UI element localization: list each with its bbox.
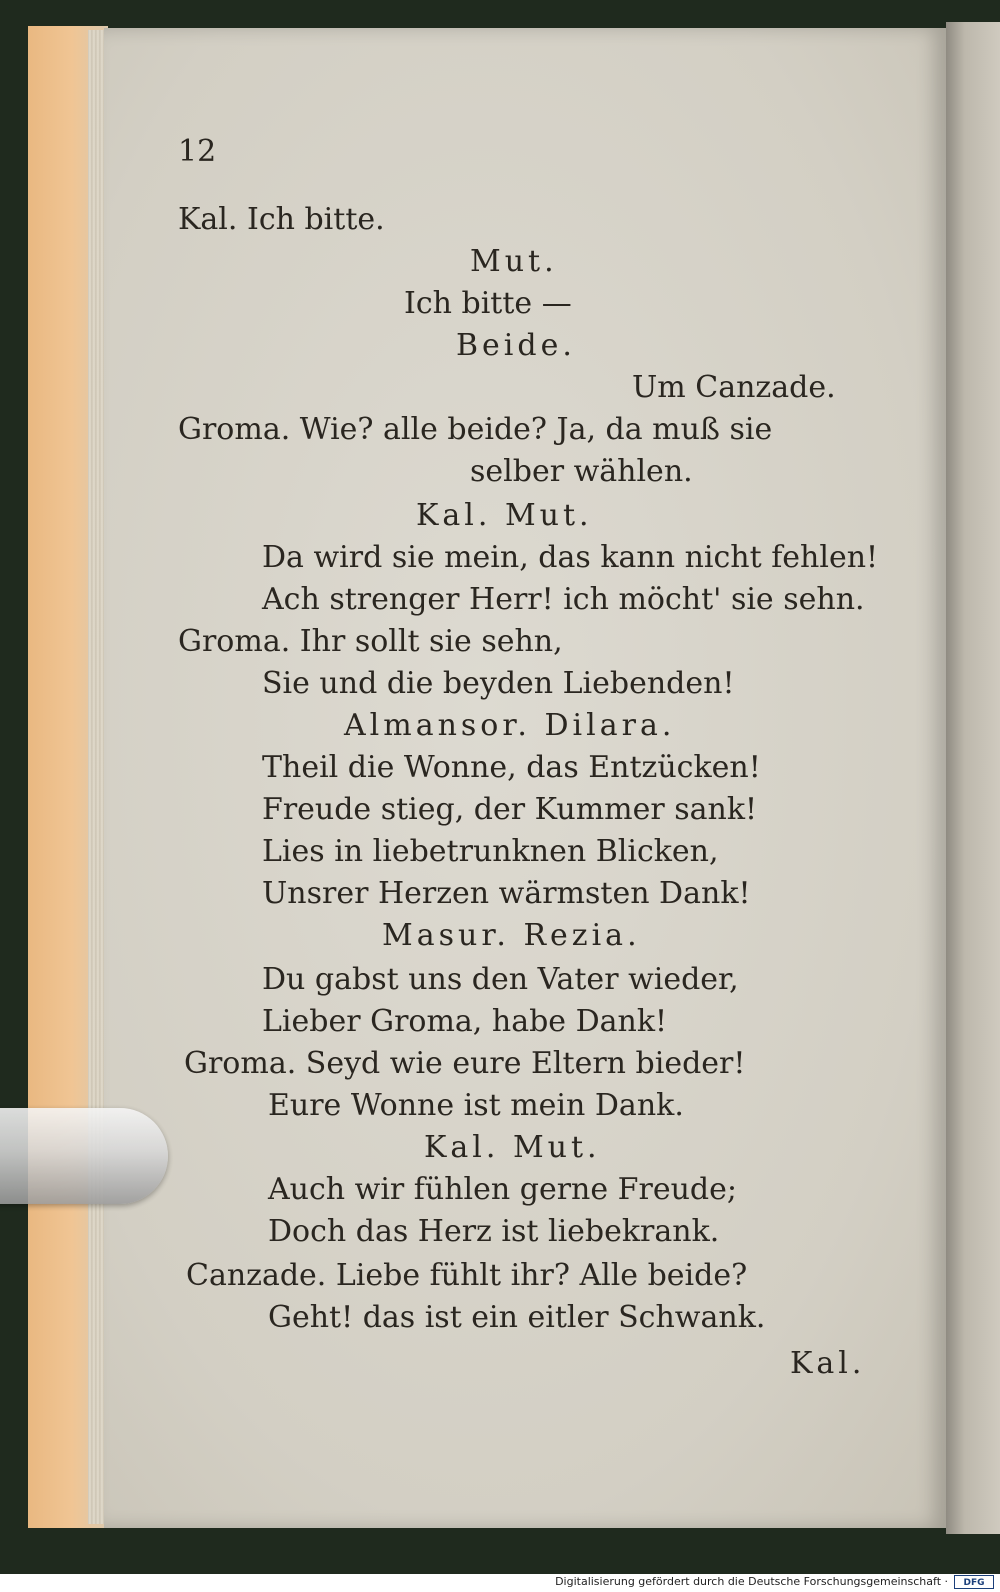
text-line: Auch wir fühlen gerne Freude; xyxy=(268,1172,737,1207)
text-line: Du gabst uns den Vater wieder, xyxy=(262,962,739,997)
page-clamp xyxy=(0,1108,168,1204)
speaker-line: Mut. xyxy=(470,244,558,279)
text-line: Unsrer Herzen wärmsten Dank! xyxy=(262,876,751,911)
text-line: Ach strenger Herr! ich möcht' sie sehn. xyxy=(262,582,865,617)
text-line: Canzade. Liebe fühlt ihr? Alle beide? xyxy=(186,1258,748,1293)
text-line: Groma. Wie? alle beide? Ja, da muß sie xyxy=(178,412,773,447)
catchword: Kal. xyxy=(790,1346,866,1381)
digitization-credit: Digitalisierung gefördert durch die Deutsche Forschungsgemeinschaft · xyxy=(555,1575,948,1588)
text-line: Geht! das ist ein eitler Schwank. xyxy=(268,1300,766,1335)
text-line: selber wählen. xyxy=(470,454,693,489)
text-line: Kal. Ich bitte. xyxy=(178,202,385,237)
text-line: Eure Wonne ist mein Dank. xyxy=(268,1088,684,1123)
text-line: Doch das Herz ist liebekrank. xyxy=(268,1214,720,1249)
page-number: 12 xyxy=(178,134,217,169)
text-line: Ich bitte — xyxy=(404,286,572,321)
text-line: Lies in liebetrunknen Blicken, xyxy=(262,834,719,869)
text-line: Groma. Ihr sollt sie sehn, xyxy=(178,624,563,659)
speaker-line: Kal. Mut. xyxy=(416,498,593,533)
text-line: Groma. Seyd wie eure Eltern bieder! xyxy=(184,1046,746,1081)
dfg-logo: DFG xyxy=(954,1575,994,1589)
speaker-line: Kal. Mut. xyxy=(424,1130,601,1165)
text-line: Lieber Groma, habe Dank! xyxy=(262,1004,668,1039)
text-line: Theil die Wonne, das Entzücken! xyxy=(262,750,761,785)
next-page-edge xyxy=(946,22,1000,1534)
speaker-line: Beide. xyxy=(456,328,576,363)
text-line: Sie und die beyden Liebenden! xyxy=(262,666,735,701)
text-line: Freude stieg, der Kummer sank! xyxy=(262,792,758,827)
text-line: Um Canzade. xyxy=(632,370,836,405)
speaker-line: Almansor. Dilara. xyxy=(344,708,676,743)
text-line: Da wird sie mein, das kann nicht fehlen! xyxy=(262,540,879,575)
speaker-line: Masur. Rezia. xyxy=(382,918,641,953)
